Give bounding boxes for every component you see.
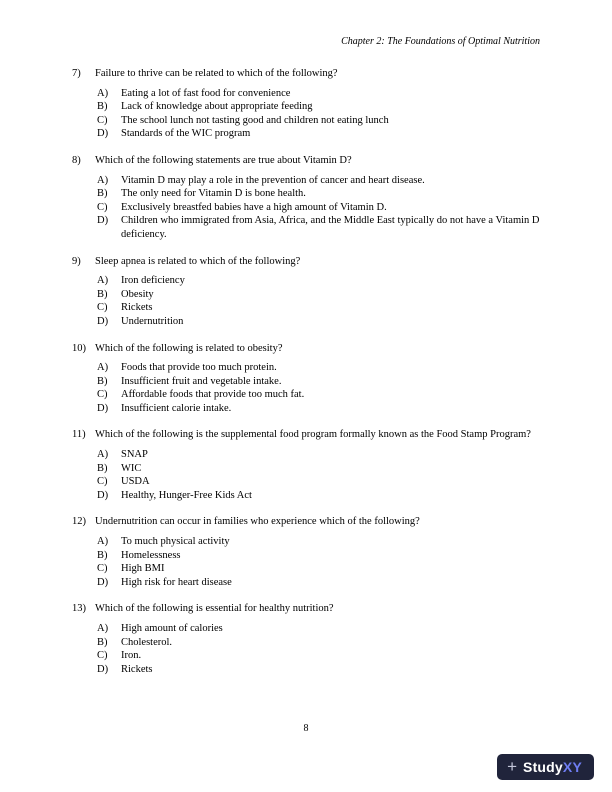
option-letter: C) bbox=[97, 201, 108, 213]
brand-name-secondary: XY bbox=[562, 759, 582, 775]
option-letter: B) bbox=[97, 101, 108, 113]
option-text: The only need for Vitamin D is bone health. bbox=[121, 188, 306, 200]
question bbox=[72, 515, 542, 589]
question bbox=[72, 255, 542, 329]
option-letter: D) bbox=[97, 663, 109, 675]
question-number: 11) bbox=[72, 429, 86, 441]
option bbox=[97, 649, 542, 663]
option-letter: B) bbox=[97, 462, 108, 474]
question-number: 10) bbox=[72, 342, 86, 354]
question-text: Which of the following is essential for healthy nutrition? bbox=[95, 603, 334, 615]
option bbox=[97, 315, 542, 329]
option-text: SNAP bbox=[121, 449, 148, 461]
option-text: USDA bbox=[121, 476, 150, 488]
option bbox=[97, 87, 542, 101]
option-letter: A) bbox=[97, 275, 109, 287]
option-letter: A) bbox=[97, 87, 109, 99]
question-text: Which of the following statements are true about Vitamin D? bbox=[95, 154, 352, 166]
option-letter: D) bbox=[97, 402, 109, 414]
option-letter: D) bbox=[97, 489, 109, 501]
question-number: 9) bbox=[72, 255, 81, 267]
option-letter: B) bbox=[97, 288, 108, 300]
option-text: To much physical activity bbox=[121, 536, 230, 548]
option bbox=[97, 462, 542, 476]
option-letter: A) bbox=[97, 449, 109, 461]
option bbox=[97, 448, 542, 462]
question-text: Failure to thrive can be related to which of the following? bbox=[95, 68, 338, 79]
option bbox=[97, 535, 542, 549]
option-text: Eating a lot of fast food for convenience bbox=[121, 87, 291, 99]
options bbox=[97, 274, 542, 328]
option-text: The school lunch not tasting good and children not eating lunch bbox=[121, 114, 389, 126]
option bbox=[97, 663, 542, 677]
option-text: Insufficient fruit and vegetable intake. bbox=[121, 375, 282, 387]
option-letter: A) bbox=[97, 536, 109, 548]
option-letter: C) bbox=[97, 650, 108, 662]
option-text: Cholesterol. bbox=[121, 636, 173, 648]
option bbox=[97, 549, 542, 563]
question bbox=[72, 67, 542, 141]
option-text: Rickets bbox=[121, 302, 153, 314]
option-letter: C) bbox=[97, 476, 108, 488]
option-letter: C) bbox=[97, 114, 108, 126]
option-text: Iron deficiency bbox=[121, 275, 185, 287]
option bbox=[97, 100, 542, 114]
option-text: Foods that provide too much protein. bbox=[121, 362, 277, 374]
option-text: Undernutrition bbox=[121, 315, 184, 327]
plus-icon: + bbox=[507, 757, 518, 776]
chapter-header: Chapter 2: The Foundations of Optimal Nutrition bbox=[341, 36, 540, 47]
brand-wordmark bbox=[523, 759, 582, 775]
question-number: 8) bbox=[72, 154, 81, 166]
option-text: Vitamin D may play a role in the prevention of cancer and heart disease. bbox=[121, 174, 425, 186]
option bbox=[97, 375, 542, 389]
option-letter: A) bbox=[97, 623, 109, 634]
question-list bbox=[72, 67, 542, 689]
option-letter: B) bbox=[97, 549, 108, 561]
option-letter: C) bbox=[97, 563, 108, 575]
option-letter: D) bbox=[97, 315, 109, 327]
option bbox=[97, 489, 542, 503]
option-text: WIC bbox=[121, 462, 142, 474]
question bbox=[72, 428, 542, 502]
option-text: Obesity bbox=[121, 288, 154, 300]
brand-name-primary: Study bbox=[523, 759, 563, 775]
option-text: Healthy, Hunger-Free Kids Act bbox=[121, 489, 252, 501]
options bbox=[97, 448, 542, 502]
question-text: Which of the following is the supplemental food program formally known as the Food Stamp Program? bbox=[95, 429, 531, 441]
option-letter: D) bbox=[97, 576, 109, 588]
option bbox=[97, 576, 542, 590]
question bbox=[72, 342, 542, 416]
option-letter: D) bbox=[97, 215, 109, 227]
option bbox=[97, 114, 542, 128]
option bbox=[97, 201, 542, 215]
options bbox=[97, 174, 542, 242]
option bbox=[97, 274, 542, 288]
question-number: 7) bbox=[72, 68, 81, 79]
option-text: Rickets bbox=[121, 663, 153, 675]
option-text: Exclusively breastfed babies have a high amount of Vitamin D. bbox=[121, 201, 387, 213]
option bbox=[97, 361, 542, 375]
option bbox=[97, 288, 542, 302]
options bbox=[97, 535, 542, 589]
options bbox=[97, 87, 542, 141]
option-text: Affordable foods that provide too much fat. bbox=[121, 389, 305, 401]
option-text: Homelessness bbox=[121, 549, 181, 561]
option-letter: A) bbox=[97, 174, 109, 186]
option bbox=[97, 562, 542, 576]
option bbox=[97, 402, 542, 416]
option-letter: D) bbox=[97, 128, 109, 140]
option-letter: C) bbox=[97, 389, 108, 401]
options bbox=[97, 361, 542, 415]
option-text: High BMI bbox=[121, 563, 165, 575]
option bbox=[97, 187, 542, 201]
question-number: 12) bbox=[72, 516, 86, 528]
question bbox=[72, 154, 542, 242]
question-number: 13) bbox=[72, 603, 86, 615]
studyxy-logo[interactable] bbox=[497, 754, 594, 780]
option-text: High amount of calories bbox=[121, 623, 223, 634]
question-text: Undernutrition can occur in families who experience which of the following? bbox=[95, 516, 420, 528]
question-text: Which of the following is related to obesity? bbox=[95, 342, 283, 354]
page-number: 8 bbox=[303, 723, 309, 734]
option bbox=[97, 636, 542, 650]
option-text: Insufficient calorie intake. bbox=[121, 402, 232, 414]
options bbox=[97, 622, 542, 676]
option-letter: B) bbox=[97, 188, 108, 200]
option bbox=[97, 301, 542, 315]
option bbox=[97, 127, 542, 141]
option-text: Standards of the WIC program bbox=[121, 128, 251, 140]
option bbox=[97, 622, 542, 636]
option bbox=[97, 475, 542, 489]
option-text: Children who immigrated from Asia, Africa, and the Middle East typically do not have a Vitamin D deficiency. bbox=[121, 215, 540, 240]
option bbox=[97, 388, 542, 402]
option bbox=[97, 214, 542, 241]
option-letter: B) bbox=[97, 375, 108, 387]
option-letter: A) bbox=[97, 362, 109, 374]
question-text: Sleep apnea is related to which of the following? bbox=[95, 255, 301, 267]
option-text: High risk for heart disease bbox=[121, 576, 232, 588]
option-letter: C) bbox=[97, 302, 108, 314]
option bbox=[97, 174, 542, 188]
option-letter: B) bbox=[97, 636, 108, 648]
question bbox=[72, 602, 542, 676]
option-text: Iron. bbox=[121, 650, 142, 662]
option-text: Lack of knowledge about appropriate feeding bbox=[121, 101, 313, 113]
